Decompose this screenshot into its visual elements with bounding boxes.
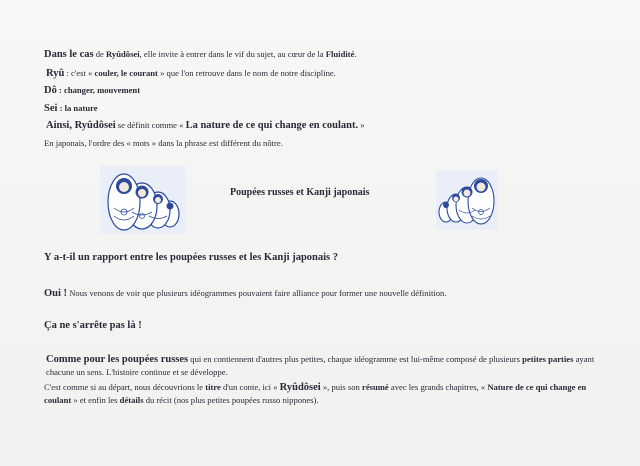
intro-line-3 (44, 84, 140, 97)
term: Ryûdôsei (279, 382, 321, 393)
text: : la nature (57, 103, 98, 113)
text: de (93, 49, 107, 59)
question-heading: Y a-t-il un rapport entre les poupées russes et les Kanji japonais ? (44, 252, 338, 263)
term: détails (119, 395, 144, 405)
intro-line-5 (46, 119, 365, 132)
text: Nous venons de voir que plusieurs idéogrammes pouvaient faire alliance pour former une nouvelle définition. (67, 288, 447, 298)
text: : changer, mouvement (56, 85, 141, 95)
term: titre (205, 382, 221, 392)
paragraph-1 (46, 353, 596, 379)
text: », puis son (320, 382, 363, 392)
text: d'un conte, ici « (220, 382, 280, 392)
answer-line (44, 287, 447, 300)
intro-term: Dans le cas (44, 49, 94, 60)
text: , elle invite à entrer dans le vif du sujet, au cœur de la (139, 49, 326, 59)
matryoshka-dolls-icon (100, 166, 186, 234)
image-caption: Poupées russes et Kanji japonais (230, 187, 370, 198)
term: Comme pour les poupées russes (46, 354, 189, 365)
matryoshka-dolls-icon (436, 170, 498, 230)
intro-line-2 (46, 67, 336, 80)
text: du récit (nos plus petites poupées russo nippones). (143, 395, 319, 405)
term: Ainsi, Ryûdôsei (46, 120, 116, 131)
intro-line-4 (44, 102, 98, 115)
text: C'est comme si au départ, nous découvrions le (44, 382, 206, 392)
text: . (354, 49, 357, 59)
text: ayant chacune un sens. L'histoire continue et se développe. (46, 354, 595, 377)
text: » que l'on retrouve dans le nom de notre discipline. (157, 68, 336, 78)
intro-line-1 (44, 48, 357, 61)
text: avec les grands chapitres, « (388, 382, 488, 392)
term: Ryûdôsei (106, 49, 140, 59)
text: : c'est « (64, 68, 95, 78)
section-heading: Ça ne s'arrête pas là ! (44, 320, 142, 331)
paragraph-2 (44, 381, 594, 407)
term: Fluidité (325, 49, 355, 59)
term: Dô (44, 85, 57, 96)
term: Nature de ce qui change en coulant (44, 382, 587, 405)
intro-line-6: En japonais, l'ordre des « mots » dans la phrase est différent du nôtre. (44, 138, 283, 148)
text: se définit comme « (115, 120, 186, 130)
text: » (358, 120, 365, 130)
term: Ryû (46, 68, 65, 79)
term: Sei (44, 103, 58, 114)
text: » et enfin les (71, 395, 120, 405)
term: couler, le courant (94, 68, 158, 78)
definition: La nature de ce qui change en coulant. (185, 120, 359, 131)
term: résumé (362, 382, 389, 392)
answer-emphasis: Oui ! (44, 288, 68, 299)
term: petites parties (522, 354, 574, 364)
text: qui en contiennent d'autres plus petites, chaque idéogramme est lui-même composé de plusieurs (188, 354, 523, 364)
